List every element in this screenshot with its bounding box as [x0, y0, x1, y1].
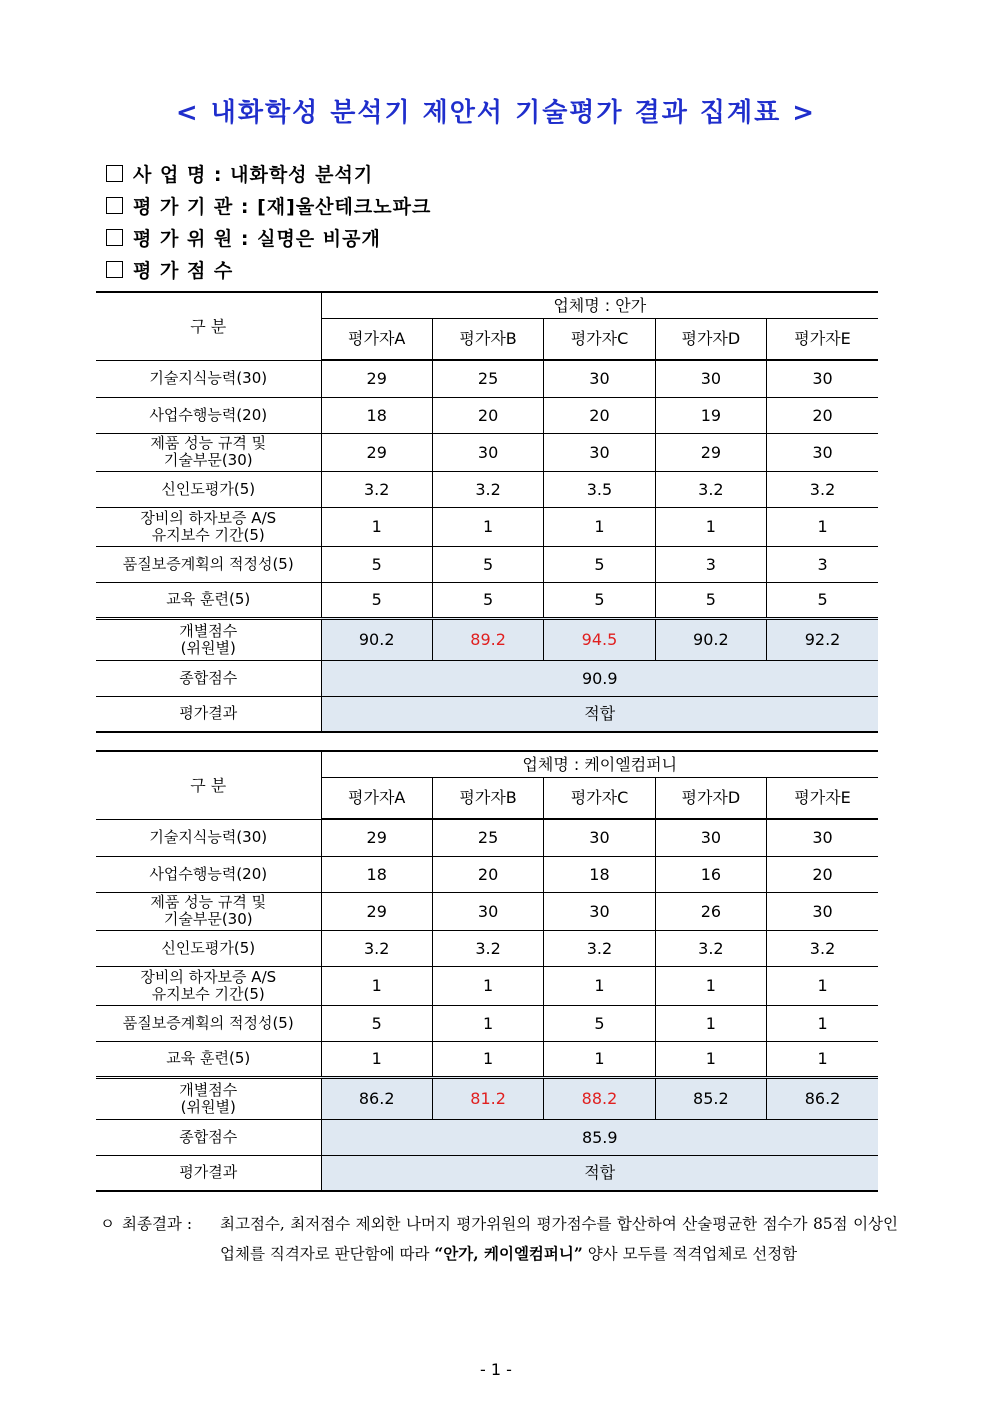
- evaluator-header: 평가자E: [767, 318, 878, 360]
- final-result-note: [100, 1210, 898, 1269]
- info-evaluation-score: 평 가 점 수: [106, 256, 233, 283]
- table-row: [96, 930, 878, 966]
- score-cell: 1: [544, 507, 655, 546]
- individual-score-cell: 94.5: [544, 618, 655, 660]
- score-cell: 1: [655, 1005, 766, 1041]
- row-label: 평가결과: [96, 1155, 321, 1191]
- total-score: 85.9: [321, 1119, 878, 1155]
- score-cell: 5: [432, 582, 543, 618]
- score-table-2: [96, 750, 878, 1192]
- info-evaluators: 평 가 위 원 : 실명은 비공개: [106, 224, 381, 251]
- score-cell: 1: [321, 966, 432, 1005]
- page-number: - 1 -: [480, 1360, 512, 1379]
- score-cell: 5: [544, 1005, 655, 1041]
- checkbox-square-icon: [106, 165, 123, 182]
- score-cell: 20: [544, 397, 655, 433]
- score-cell: 30: [767, 819, 878, 856]
- score-cell: 1: [544, 1041, 655, 1077]
- score-cell: 1: [655, 507, 766, 546]
- score-cell: 5: [321, 582, 432, 618]
- company-name: 업체명 : 케이엘컴퍼니: [321, 751, 878, 777]
- individual-score-cell: 86.2: [321, 1077, 432, 1119]
- evaluator-header: 평가자C: [544, 318, 655, 360]
- score-cell: 30: [655, 819, 766, 856]
- evaluator-header: 평가자D: [655, 318, 766, 360]
- score-cell: 20: [432, 856, 543, 892]
- row-label: 신인도평가(5): [96, 930, 321, 966]
- evaluation-result: 적합: [321, 1155, 878, 1191]
- score-cell: 30: [655, 360, 766, 397]
- evaluator-header: 평가자C: [544, 777, 655, 819]
- score-cell: 30: [767, 433, 878, 471]
- category-header: 구 분: [96, 751, 321, 819]
- score-cell: 19: [655, 397, 766, 433]
- checkbox-square-icon: [106, 229, 123, 246]
- score-cell: 1: [767, 507, 878, 546]
- score-cell: 30: [544, 360, 655, 397]
- score-cell: 29: [655, 433, 766, 471]
- table-row: [96, 471, 878, 507]
- individual-score-row: [96, 618, 878, 660]
- table-row: [96, 360, 878, 397]
- row-label: 교육 훈련(5): [96, 582, 321, 618]
- total-score-row: [96, 660, 878, 696]
- table-row: [96, 1041, 878, 1077]
- individual-score-cell: 90.2: [321, 618, 432, 660]
- score-cell: 3.2: [655, 930, 766, 966]
- evaluation-result: 적합: [321, 696, 878, 732]
- row-label: 개별점수 (위원별): [96, 618, 321, 660]
- row-label: 기술지식능력(30): [96, 819, 321, 856]
- total-score: 90.9: [321, 660, 878, 696]
- individual-score-cell: 89.2: [432, 618, 543, 660]
- row-label: 품질보증계획의 적정성(5): [96, 1005, 321, 1041]
- score-cell: 29: [321, 433, 432, 471]
- score-cell: 3.2: [432, 930, 543, 966]
- checkbox-square-icon: [106, 261, 123, 278]
- row-label: 개별점수 (위원별): [96, 1077, 321, 1119]
- total-score-row: [96, 1119, 878, 1155]
- table-row: [96, 892, 878, 930]
- score-cell: 1: [321, 507, 432, 546]
- table-row: [96, 397, 878, 433]
- row-label: 장비의 하자보증 A/S 유지보수 기간(5): [96, 507, 321, 546]
- bullet-icon: ㅇ: [100, 1215, 115, 1233]
- row-label: 종합점수: [96, 660, 321, 696]
- row-label: 신인도평가(5): [96, 471, 321, 507]
- score-cell: 1: [767, 1041, 878, 1077]
- table-row: [96, 546, 878, 582]
- evaluator-header: 평가자B: [432, 777, 543, 819]
- score-cell: 30: [544, 819, 655, 856]
- score-cell: 29: [321, 819, 432, 856]
- company-name: 업체명 : 안가: [321, 292, 878, 318]
- table-row: [96, 582, 878, 618]
- score-cell: 3: [655, 546, 766, 582]
- category-header: 구 분: [96, 292, 321, 360]
- score-cell: 30: [544, 892, 655, 930]
- individual-score-cell: 86.2: [767, 1077, 878, 1119]
- score-cell: 1: [655, 966, 766, 1005]
- page-title: < 내화학성 분석기 제안서 기술평가 결과 집계표 >: [175, 98, 817, 128]
- score-cell: 30: [767, 892, 878, 930]
- score-cell: 3.2: [321, 471, 432, 507]
- score-cell: 5: [767, 582, 878, 618]
- score-cell: 3.2: [432, 471, 543, 507]
- score-cell: 3.2: [655, 471, 766, 507]
- table-row: [96, 1005, 878, 1041]
- note-body: 최고점수, 최저점수 제외한 나머지 평가위원의 평가점수를 합산하여 산술평균한 점수가 85점 이상인 업체를 직격자로 판단함에 따라 “안가, 케이엘컴퍼니” 양사 모두를 적격업체로 선정함: [220, 1215, 898, 1263]
- score-cell: 3.2: [321, 930, 432, 966]
- table-row: [96, 433, 878, 471]
- row-label: 사업수행능력(20): [96, 856, 321, 892]
- score-cell: 25: [432, 819, 543, 856]
- score-cell: 3.2: [767, 930, 878, 966]
- score-cell: 1: [544, 966, 655, 1005]
- score-cell: 5: [544, 546, 655, 582]
- row-label: 제품 성능 규격 및 기술부문(30): [96, 892, 321, 930]
- row-label: 품질보증계획의 적정성(5): [96, 546, 321, 582]
- score-cell: 16: [655, 856, 766, 892]
- score-cell: 30: [432, 433, 543, 471]
- row-label: 제품 성능 규격 및 기술부문(30): [96, 433, 321, 471]
- row-label: 평가결과: [96, 696, 321, 732]
- score-cell: 5: [321, 546, 432, 582]
- individual-score-cell: 92.2: [767, 618, 878, 660]
- info-evaluating-agency: 평 가 기 관 : [재]울산테크노파크: [106, 192, 431, 219]
- score-table-1: [96, 291, 878, 733]
- individual-score-cell: 88.2: [544, 1077, 655, 1119]
- table-row: [96, 856, 878, 892]
- individual-score-row: [96, 1077, 878, 1119]
- score-cell: 1: [767, 1005, 878, 1041]
- row-label: 종합점수: [96, 1119, 321, 1155]
- score-cell: 5: [432, 546, 543, 582]
- score-cell: 1: [432, 1041, 543, 1077]
- table-row: [96, 966, 878, 1005]
- individual-score-cell: 85.2: [655, 1077, 766, 1119]
- score-cell: 3: [767, 546, 878, 582]
- score-cell: 30: [432, 892, 543, 930]
- score-cell: 30: [544, 433, 655, 471]
- row-label: 장비의 하자보증 A/S 유지보수 기간(5): [96, 966, 321, 1005]
- score-cell: 5: [321, 1005, 432, 1041]
- individual-score-cell: 81.2: [432, 1077, 543, 1119]
- score-cell: 26: [655, 892, 766, 930]
- evaluator-header: 평가자D: [655, 777, 766, 819]
- score-cell: 1: [655, 1041, 766, 1077]
- score-cell: 20: [767, 397, 878, 433]
- score-cell: 29: [321, 892, 432, 930]
- score-cell: 1: [321, 1041, 432, 1077]
- result-row: [96, 696, 878, 732]
- score-cell: 5: [544, 582, 655, 618]
- score-cell: 3.2: [544, 930, 655, 966]
- score-cell: 25: [432, 360, 543, 397]
- score-cell: 20: [767, 856, 878, 892]
- individual-score-cell: 90.2: [655, 618, 766, 660]
- table-row: [96, 819, 878, 856]
- score-cell: 18: [321, 397, 432, 433]
- evaluator-header: 평가자E: [767, 777, 878, 819]
- score-cell: 29: [321, 360, 432, 397]
- score-cell: 3.5: [544, 471, 655, 507]
- row-label: 기술지식능력(30): [96, 360, 321, 397]
- score-cell: 3.2: [767, 471, 878, 507]
- score-cell: 18: [544, 856, 655, 892]
- score-cell: 1: [432, 507, 543, 546]
- score-cell: 5: [655, 582, 766, 618]
- score-cell: 1: [767, 966, 878, 1005]
- evaluator-header: 평가자A: [321, 318, 432, 360]
- evaluator-header: 평가자A: [321, 777, 432, 819]
- score-cell: 1: [432, 1005, 543, 1041]
- row-label: 사업수행능력(20): [96, 397, 321, 433]
- row-label: 교육 훈련(5): [96, 1041, 321, 1077]
- note-label: 최종결과 :: [122, 1215, 193, 1233]
- selected-companies: “안가, 케이엘컴퍼니”: [434, 1244, 583, 1263]
- score-cell: 20: [432, 397, 543, 433]
- evaluator-header: 평가자B: [432, 318, 543, 360]
- table-row: [96, 507, 878, 546]
- result-row: [96, 1155, 878, 1191]
- info-business-name: 사 업 명 : 내화학성 분석기: [106, 160, 373, 187]
- score-cell: 30: [767, 360, 878, 397]
- score-cell: 18: [321, 856, 432, 892]
- checkbox-square-icon: [106, 197, 123, 214]
- score-cell: 1: [432, 966, 543, 1005]
